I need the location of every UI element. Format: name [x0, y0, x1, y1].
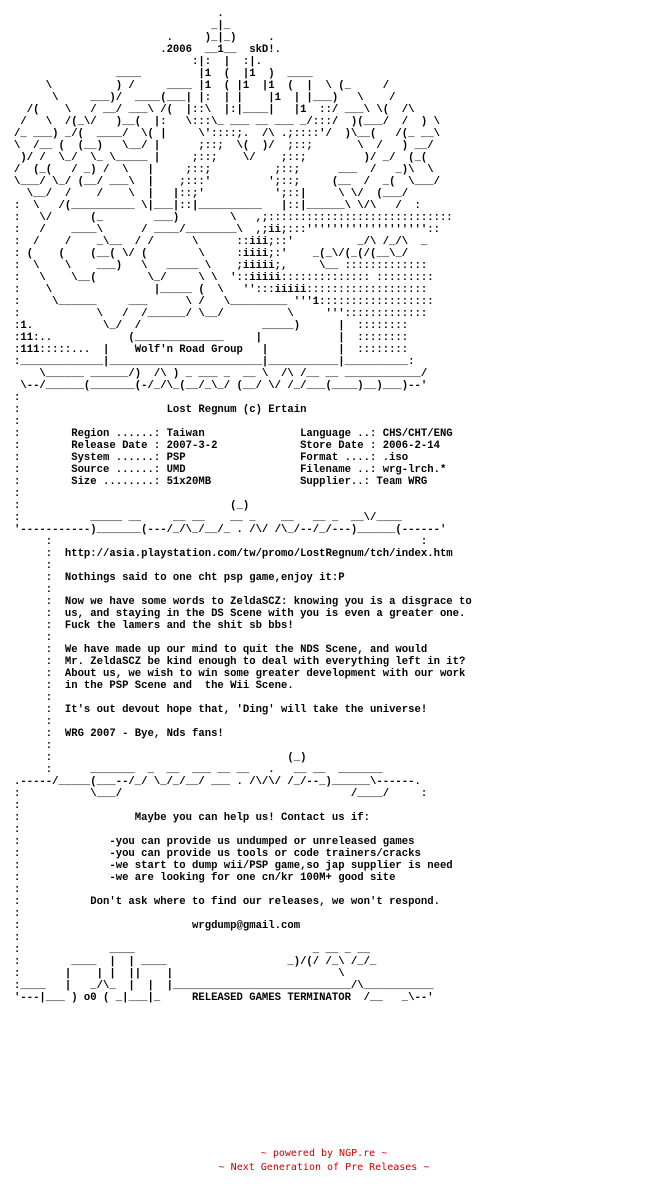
nfo-line: : \ / /______/ \__/ \ ''':::::::::::::	[14, 308, 428, 320]
nfo-line: :	[14, 692, 53, 704]
nfo-line: : Fuck the lamers and the shit sb bbs!	[14, 620, 294, 632]
nfo-line: : Maybe you can help us! Contact us if:	[14, 812, 371, 824]
nfo-line: : We have made up our mind to quit the NDS Scene, and would	[14, 644, 428, 656]
nfo-line: :	[14, 584, 53, 596]
nfo-line: :_____________|________________________|___________|__________:	[14, 356, 415, 368]
nfo-line: : -we start to dump wii/PSP game,so jap supplier is need	[14, 860, 453, 872]
nfo-art	[14, 8, 472, 1004]
nfo-line: : :	[14, 536, 428, 548]
nfo-line: :	[14, 800, 21, 812]
nfo-line: :	[14, 632, 53, 644]
nfo-line: / (_( / _) / \ | ;::; ;::; ___ / _)\ \	[14, 164, 434, 176]
nfo-line: : Size ........: 51x20MB Supplier..: Team WRG	[14, 476, 428, 488]
nfo-line: :	[14, 884, 21, 896]
nfo-line: \___/ \_/ (__/ ___\ | ;:::' ';::; (__ / _( \___/	[14, 176, 440, 188]
nfo-line: :____ | _/\_ | | |____________________________/\___________	[14, 980, 434, 992]
nfo-line: '-----------)_______(---/_/\_/__/_ . /\/ /\_/--/_/---)______(------'	[14, 524, 447, 536]
nfo-line: : Mr. ZeldaSCZ be kind enough to deal with everything left in it?	[14, 656, 466, 668]
nfo-line: : | | | || | \	[14, 968, 345, 980]
nfo-line: : ____ | | ____ _)/(/ /_\ /_/_	[14, 956, 377, 968]
nfo-line: /_ ___) _/( ____/ \( | \'::::;. /\ .;::::'/ )\__( /(_ __\	[14, 128, 440, 140]
nfo-line: :1. \_/ / _____) | ::::::::	[14, 320, 409, 332]
nfo-line: ____ |1 ( |1 ) ____	[14, 68, 313, 80]
nfo-line: : wrgdump@gmail.com	[14, 920, 301, 932]
nfo-line: : http://asia.playstation.com/tw/promo/LostRegnum/tch/index.htm	[14, 548, 453, 560]
nfo-line: :111:::::... | Wolf'n Road Group | | ::::::::	[14, 344, 409, 356]
nfo-line: :	[14, 824, 21, 836]
nfo-line: \ ) / ____ |1 ( |1 |1 ( | \ (_ /	[14, 80, 390, 92]
nfo-line: : / / _\__ / / \ ::iii;::' _/\ /_/\ _	[14, 236, 428, 248]
nfo-line: \__/ / / \ | |::;' ';::| \ \/ (___/	[14, 188, 409, 200]
nfo-line: : \ \__( \_/ \ \ '::iiiii:::::::::::::: :::::::::	[14, 272, 434, 284]
nfo-line: \ ___)/ ____(___| |: | | |1 | |___) \ /	[14, 92, 396, 104]
nfo-line: : \ \ ___) \ _____ \ ;iiiii;, \__ :::::::::::::	[14, 260, 428, 272]
nfo-line: : (_)	[14, 752, 307, 764]
nfo-line: : \______ ___ \ / \_________ '''1::::::::::::::::::	[14, 296, 434, 308]
nfo-line: : WRG 2007 - Bye, Nds fans!	[14, 728, 224, 740]
nfo-line: : \___/ /____/ :	[14, 788, 428, 800]
nfo-line: : ( ( (__( \/ ( \ :iiii;:' _(_\/(_(/(__\_/	[14, 248, 409, 260]
nfo-line: )/ / \_/ \_ \_____ | ;::; \/ ;::; )/ _/ (_(	[14, 152, 428, 164]
nfo-line: : It's out devout hope that, 'Ding' will take the universe!	[14, 704, 428, 716]
nfo-line: : Source ......: UMD Filename ..: wrg-lrch.*	[14, 464, 447, 476]
nfo-line: : Region ......: Taiwan Language ..: CHS/CHT/ENG	[14, 428, 453, 440]
nfo-line: : \/ (_ ___) \ ,;:::::::::::::::::::::::::::::	[14, 212, 453, 224]
nfo-line: /( \ / __/ ___\ /( |::\ |:|____| |1 ::/ ___\ \( /\	[14, 104, 415, 116]
nfo-line: .-----/_____(___--/_/ \_/_/__/ ___ . /\/\/ /_/--_)______\------.	[14, 776, 421, 788]
footer-powered-by: ~ powered by NGP.re ~	[260, 1148, 388, 1159]
nfo-line: :11:.. (______________ | | ::::::::	[14, 332, 409, 344]
nfo-line: : / ____\ / ____/________\ ,;ii;:::'''''''''''''''''''::	[14, 224, 440, 236]
nfo-line: :	[14, 908, 21, 920]
nfo-line: .2006 __1__ skD!.	[14, 44, 282, 56]
nfo-line: . )_|_) .	[14, 32, 275, 44]
nfo-line: :	[14, 488, 21, 500]
nfo-line: : -we are looking for one cn/kr 100M+ good site	[14, 872, 396, 884]
nfo-line: :|: | :|.	[14, 56, 262, 68]
nfo-line: : Now we have some words to ZeldaSCZ: knowing you is a disgrace to	[14, 596, 472, 608]
nfo-line: .	[14, 8, 224, 20]
nfo-line: : Lost Regnum (c) Ertain	[14, 404, 307, 416]
nfo-line: : ____ _ __ _ __	[14, 944, 371, 956]
nfo-line: _|_	[14, 20, 231, 32]
nfo-line: : \ /(__________ \|___|::|__________ |::|______\ \/\ / :	[14, 200, 421, 212]
nfo-line: : _____ __ __ __ __ _ __ __ _ __\/____	[14, 512, 402, 524]
nfo-line: \______ ______/) /\ ) _ ___ _ __ \ /\ /__ __ ____________/	[14, 368, 428, 380]
nfo-line: : -you can provide us tools or code trainers/cracks	[14, 848, 421, 860]
nfo-line: '---|___ ) o0 ( _|___|_ RELEASED GAMES TERMINATOR /__ _\--'	[14, 992, 434, 1004]
nfo-line: : in the PSP Scene and the Wii Scene.	[14, 680, 294, 692]
nfo-line: : About us, we wish to win some greater development with our work	[14, 668, 466, 680]
nfo-line: : _______ _ __ ___ __ __ . __ __ _______	[14, 764, 383, 776]
nfo-line: : us, and staying in the DS Scene with you is even a greater one.	[14, 608, 466, 620]
nfo-line: \ /__ ( (__) \__/ | ;::; \( )/ ;::; \ / ) __/	[14, 140, 434, 152]
nfo-line: : Release Date : 2007-3-2 Store Date : 2006-2-14	[14, 440, 440, 452]
nfo-line: : (_)	[14, 500, 250, 512]
nfo-line: \--/______(_______(-/_/\_(__/_\_/ (__/ \/ /_/___(____)__)___)--'	[14, 380, 428, 392]
nfo-line: :	[14, 932, 21, 944]
nfo-line: :	[14, 392, 21, 404]
nfo-line: :	[14, 416, 21, 428]
nfo-line: : Nothings said to one cht psp game,enjoy it:P	[14, 572, 345, 584]
nfo-line: :	[14, 740, 53, 752]
nfo-line: / \ /(_\/ )__( |: \:::\_ ___ __ ___ _/:::/ )(___/ / ) \	[14, 116, 440, 128]
nfo-line: :	[14, 716, 53, 728]
footer-tagline: ~ Next Generation of Pre Releases ~	[218, 1162, 430, 1173]
nfo-line: : -you can provide us undumped or unreleased games	[14, 836, 415, 848]
nfo-line: : Don't ask where to find our releases, we won't respond.	[14, 896, 440, 908]
nfo-line: : System ......: PSP Format ....: .iso	[14, 452, 409, 464]
nfo-line: : \ |_____ ( \ '':::iiiii:::::::::::::::::::	[14, 284, 428, 296]
nfo-line: :	[14, 560, 53, 572]
